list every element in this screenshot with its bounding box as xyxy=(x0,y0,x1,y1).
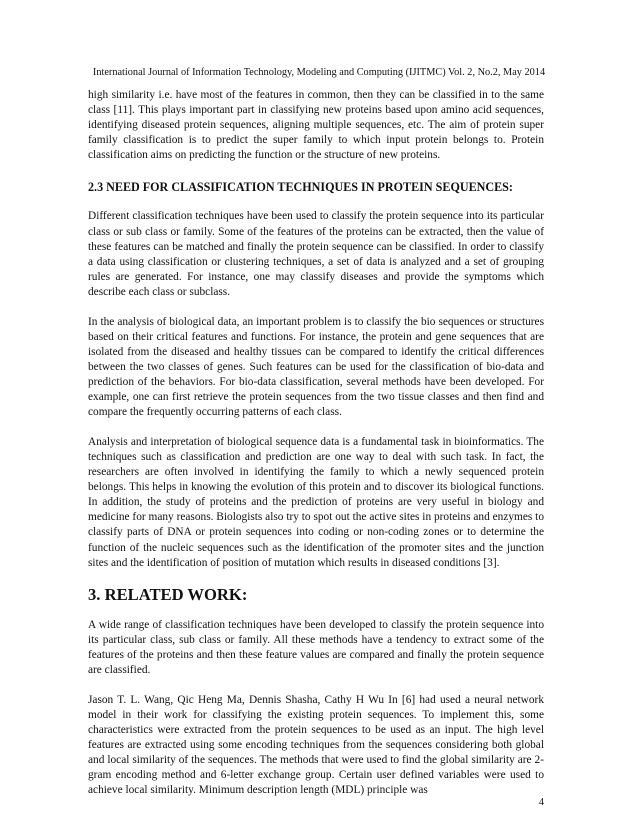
section-3-paragraph-2: Jason T. L. Wang, Qic Heng Ma, Dennis Shasha, Cathy H Wu In [6] had used a neural network model in their work for classifying the existing protein sequences. To implement this, some characteristics were extracted from the protein sequences to be used as an input. The high level features are extracted using some encoding techniques from the sequences considering both global and local similarity of the sequences. The methods that were used to find the global similarity are 2-gram encoding method and 6-letter exchange group. Certain user defined variables were used to achieve local similarity. Minimum description length (MDL) principle was xyxy=(88,693,544,797)
section-2-3-paragraph-2: In the analysis of biological data, an important problem is to classify the bio sequences or structures based on their critical features and functions. For instance, the protein and gene sequences that are isolated from the diseased and healthy tissues can be compared to identify the critical differences between the two classes of genes. Such features can be used for the classification of bio-data and prediction of the behaviors. For bio-data classification, several methods have been developed. For example, one can first retrieve the protein sequences from the two tissue classes and then find and compare the frequently occurring patterns of each class. xyxy=(88,315,544,419)
page-number: 4 xyxy=(538,797,544,808)
page-content xyxy=(88,88,544,798)
section-2-3-heading: 2.3 NEED FOR CLASSIFICATION TECHNIQUES IN PROTEIN SEQUENCES: xyxy=(88,180,513,195)
section-2-3-paragraph-3: Analysis and interpretation of biological sequence data is a fundamental task in bioinformatics. The techniques such as classification and prediction are one way to deal with such task. In fact, the researchers are often involved in identifying the family to which a newly sequenced protein belongs. This helps in knowing the evolution of this protein and to discover its biological functions. In addition, the study of proteins and the prediction of proteins are very useful in biology and medicine for many reasons. Biologists also try to spot out the active sites in proteins and enzymes to classify parts of DNA or protein sequences into coding or non-coding zones or to determine the function of the nucleic sequences such as the identification of the promoter sites and the junction sites and the identification of position of mutation which results in diseased conditions [3]. xyxy=(88,435,544,569)
section-3-paragraph-1: A wide range of classification techniques have been developed to classify the protein sequence into its particular class, sub class or family. All these methods have a tendency to extract some of the features of the proteins and then these feature values are compared and finally the protein sequence are classified. xyxy=(88,618,544,676)
section-3-heading: 3. RELATED WORK: xyxy=(88,584,248,604)
running-header: International Journal of Information Technology, Modeling and Computing (IJITMC) Vol. 2, No.2, May 2014 xyxy=(92,67,546,78)
section-2-3-paragraph-1: Different classification techniques have been used to classify the protein sequence into its particular class or sub class or family. Some of the features of the proteins can be extracted, then the value of these features can be matched and finally the protein sequence can be classified. In order to classify a data using classification or clustering techniques, a set of data is analyzed and a set of grouping rules are generated. For instance, one may classify diseases and provide the symptoms which describe each class or subclass. xyxy=(88,210,544,298)
intro-paragraph: high similarity i.e. have most of the features in common, then they can be classified in to the same class [11]. This plays important part in classifying new proteins based upon amino acid sequences, identifying diseased protein sequences, aligning multiple sequences, etc. The aim of protein super family classification is to predict the super family to which input protein belongs to. Protein classification aims on predicting the function or the structure of new proteins. xyxy=(88,89,544,162)
